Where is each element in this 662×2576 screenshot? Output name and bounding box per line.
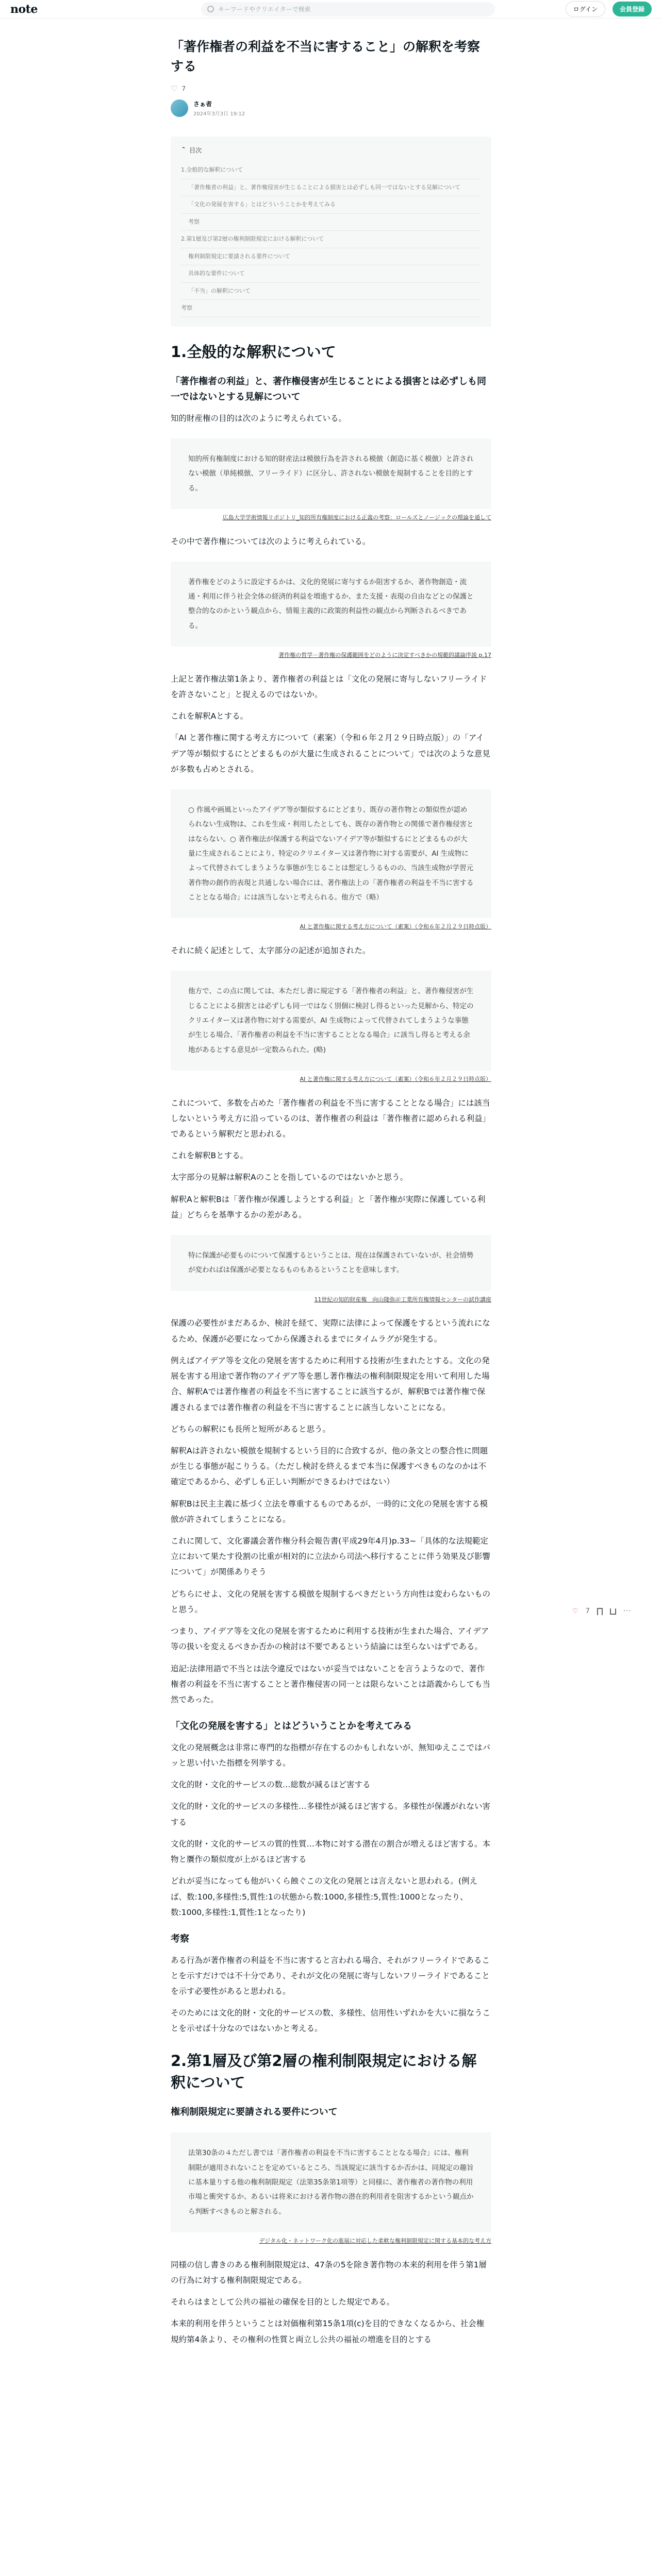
- table-of-contents: [171, 137, 491, 327]
- author-block[interactable]: [171, 99, 491, 117]
- paragraph: ある行為が著作権者の利益を不当に害すると言われる場合、それがフリーライドであることを示すだけでは不十分であり、それが文化の発展に寄与しないフリーライドであることを示す必要性があると思われる。: [171, 1955, 490, 1996]
- toc-item[interactable]: 考察: [181, 300, 481, 317]
- login-button[interactable]: ログイン: [566, 1, 605, 17]
- paragraph: 同様の信し書きのある権利制限規定は、47条の5を除き著作物の本来的利用を伴う第1層の行為に対する権利制限規定である。: [171, 2260, 487, 2285]
- subsection-heading: 「文化の発展を害する」とはどういうことかを考えてみる: [171, 1721, 412, 1732]
- search-icon: [207, 6, 214, 12]
- blockquote: 法第30条の４ただし書では「著作権者の利益を不当に害することとなる場合」には、権利制限が適用されないことを定めているところ、当該規定に該当するか否かは、同規定の趣旨に基本量りする他の権利制限規定（法第35条第1項等）と同様に、著作権者の著作物の利用市場と衝突するか、あるいは将来における著作物の潜在的利用者を阻害するかという観点から判断すべきものと解される。: [171, 2132, 491, 2232]
- paragraph: 文化の発展概念は非常に専門的な指標が存在するのかもしれないが、無知ゆえここではパッと思い付いた指標を列挙する。: [171, 1742, 491, 1768]
- bookmark-icon[interactable]: [597, 1608, 603, 1615]
- toc-header[interactable]: [181, 146, 481, 155]
- subsection-heading: 考察: [171, 1934, 189, 1945]
- post-date: 2024年3月3日 19:12: [193, 111, 245, 117]
- paragraph: 文化的財・文化的サービスの質的性質…本物に対する潜在の割合が増えるほど害する。本物と贋作の類似度が上がるほど害する: [171, 1839, 491, 1865]
- paragraph: 解釈Bは民主主義に基づく立法を尊重するものであるが、一時的に文化の発展を害する模倣が許されてしまうことになる。: [171, 1499, 488, 1524]
- paragraph: 「AI と著作権に関する考え方について（素案）（令和６年２月２９日時点版）」の「アイデア等が類似するにとどまるものが大量に生成されることについて」では次のような意見が多数も占めとされる。: [171, 733, 490, 774]
- author-name[interactable]: さぁ者: [193, 100, 212, 108]
- paragraph: そのためには文化的財・文化的サービスの数、多様性、信用性いずれかを大いに損なうことを示せば十分なのではないかと考える。: [171, 2008, 491, 2033]
- paragraph: これについて、多数を占めた「著作権者の利益を不当に害することとなる場合」には該当しないという考え方に沿っているのは、著作権者の利益は「著作権者に認められる利益」であるという解釈だと思われる。: [171, 1098, 491, 1139]
- citation-link[interactable]: デジタル化・ネットワーク化の進展に対応した柔軟な権利制限規定に関する基本的な考え方: [259, 2238, 491, 2245]
- paragraph: 上記と著作権法第1条より、著作権者の利益とは「文化の発展に寄与しないフリーライドを許さないこと」と捉えるのではないか。: [171, 674, 487, 699]
- subsection-heading: 「著作権者の利益」と、著作権侵害が生じることによる損害とは必ずしも同一ではないとする見解について: [171, 376, 486, 403]
- toc-item[interactable]: 1.全般的な解釈について: [181, 162, 481, 179]
- citation-link[interactable]: 11世紀の知的財産権＿向山隆弥＠工業所有権情報センターの試作講座: [314, 1296, 491, 1303]
- paragraph: その中で著作権については次のように考えられている。: [171, 536, 371, 546]
- paragraph: 保護の必要性がまだあるか、検討を経て、実際に法律によって保護をするという流れになるため、保護が必要になってから保護されるまでにタイムラグが発生する。: [171, 1318, 490, 1344]
- blockquote: 特に保護が必要ものについて保護するということは、現在は保護されていないが、社会情勢が変わればは保護が必要となるものもあるということを意味します。: [171, 1235, 491, 1291]
- paragraph: どちらの解釈にも長所と短所があると思う。: [171, 1424, 331, 1434]
- share-icon[interactable]: [610, 1608, 616, 1615]
- paragraph: どちらにせよ、文化の発展を害する模倣を規制するべきだという方向性は変わらないものと思う。: [171, 1589, 491, 1614]
- blockquote: ○ 作風や画風といったアイデア等が類似するにとどまり、既存の著作物との類似性が認められない生成物は、これを生成・利用したとしても、既存の著作物との関係で著作権侵害とはならない。○ 著作権法が保護する利益でないアイデア等が類似するにとどまるものが大量に生成されることにより、特定のクリエイター又は著作物に対する需要が、AI 生成物によって代替されてしまうような事態が生じることは想定しうるものの、当該生成物が学習元著作物の創作的表現と共通しない場合には、著作権法上の「著作権者の利益を不当に害することとなる場合」には該当しないと考えられる。他方で（略）: [171, 789, 491, 918]
- paragraph: 追記:法律用語で不当とは法令違反ではないが妥当ではないことを言うようなので、著作権者の利益を不当に害することと著作権侵害の同一とは限らないことは語義からしても当然であった。: [171, 1664, 491, 1705]
- citation-link[interactable]: AI と著作権に関する考え方について（素案）（令和６年２月２９日時点版）: [300, 1076, 491, 1083]
- toc-toggle-icon[interactable]: ⌃: [181, 146, 187, 153]
- section-heading: 2.第1層及び第2層の権利制限規定における解釈について: [171, 2052, 477, 2091]
- search-input[interactable]: [201, 2, 495, 16]
- like-count: 7: [181, 85, 186, 92]
- paragraph: それらはまとして公共の福祉の確保を目的とした規定である。: [171, 2297, 395, 2307]
- toc-item[interactable]: 考察: [181, 214, 481, 231]
- paragraph: これを解釈Aとする。: [171, 711, 249, 721]
- toc-item[interactable]: 2.第1層及び第2層の権利制限規定における解釈について: [181, 231, 481, 248]
- like-heart-icon[interactable]: ♡: [572, 1607, 578, 1615]
- section-heading: 1.全般的な解釈について: [171, 343, 336, 361]
- toc-heading: 目次: [189, 147, 202, 154]
- note-logo[interactable]: note: [10, 2, 38, 16]
- paragraph: これを解釈Bとする。: [171, 1151, 249, 1161]
- paragraph: これに関して、文化審議会著作権分科会報告書(平成29年4月)p.33~「具体的な法規範定立において果たす役割の比重が相対的に立法から司法へ移行することに伴う効果及び影響について」が関係ありそう: [171, 1536, 491, 1577]
- paragraph: それに続く記述として、太字部分の記述が追加された。: [171, 946, 371, 956]
- blockquote: 知的所有権制度における知的財産法は模倣行為を許される模倣（創造に基く模倣）と許されない模倣（単純模倣、フリーライド）に区分し、許されない模倣を規制することを目的とする。: [171, 438, 491, 509]
- article: [171, 19, 491, 2347]
- avatar[interactable]: [171, 99, 188, 117]
- citation-link[interactable]: AI と著作権に関する考え方について（素案）（令和６年２月２９日時点版）: [300, 923, 491, 930]
- heart-icon[interactable]: ♡: [171, 84, 178, 93]
- floating-action-bar: [572, 1607, 631, 1615]
- search-placeholder: キーワードやクリエイターで検索: [218, 6, 311, 13]
- paragraph: 本来的利用を伴うということは対価権利第15条1項(c)を目的できなくなるから、社会権規約第4条より、その権利の性質と両立し公共の福祉の増進を目的とする: [171, 2319, 485, 2344]
- paragraph: 例えばアイデア等を文化の発展を害するために利用する技術が生まれたとする。文化の発展を害する用途で著作物のアイデア等を悪し著作権法の権利制限規定を用いて利用した場合、解釈Aでは著作権者の利益を不当に害することに該当するが、解釈Bでは著作権で保護されるまでは著作権者の利益を不当に害することに該当しないことになる。: [171, 1355, 490, 1412]
- toc-item[interactable]: 具体的な要件について: [181, 265, 481, 283]
- paragraph: 知的財産権の目的は次のように考えられている。: [171, 413, 347, 423]
- citation-link[interactable]: 広島大学学術情報リポジトリ_知的所有権制度における正義の考察：ロールズとノージックの理論を通して: [222, 514, 491, 521]
- toc-item[interactable]: 「文化の発展を害する」とはどういうことかを考えてみる: [181, 196, 481, 214]
- subsection-heading: 権利制限規定に要請される要件について: [171, 2106, 338, 2117]
- citation-link[interactable]: 著作権の哲学－著作権の保護範囲をどのように決定すべきかの規範的議論序説 p.17: [278, 652, 491, 659]
- blockquote: 著作権をどのように設定するかは、文化的発展に寄与するか阻害するか、著作物創造・流通・利用に伴う社会全体の経済的利益を増進するか、また支援・表現の自由などとの保護と整合的なのかという観点から、情報主義的に政策的利益性の観点から判断されるべきである。: [171, 562, 491, 647]
- site-header: [0, 0, 662, 19]
- toc-item[interactable]: 権利制限規定に要請される要件について: [181, 248, 481, 266]
- paragraph: 太字部分の見解は解釈Aのことを指しているのではないかと思う。: [171, 1173, 408, 1182]
- like-row: [171, 84, 491, 93]
- paragraph: 解釈Aは許されない模倣を規制するという目的に合致するが、他の条文との整合性に問題が生じる事態が起こりうる。（ただし検討を終えるまで本当に保護すべきものなのかは不確定であるから、必ずしも正しい判断ができるわけではない）: [171, 1446, 488, 1487]
- paragraph: 解釈Aと解釈Bは「著作権が保護しようとする利益」と「著作権が実際に保護している利益」どちらを基準するかの差がある。: [171, 1194, 486, 1219]
- paragraph: 文化的財・文化的サービスの多様性…多様性が減るほど害する。多様性が保護がれない害する: [171, 1802, 491, 1827]
- floating-like-count: 7: [585, 1607, 590, 1615]
- more-options-icon[interactable]: ···: [623, 1607, 632, 1615]
- toc-item[interactable]: 「不当」の解釈について: [181, 283, 481, 300]
- paragraph: 文化的財・文化的サービスの数…総数が減るほど害する: [171, 1780, 371, 1790]
- blockquote: 他方で、この点に関しては、本ただし書に規定する「著作権者の利益」と、著作権侵害が生じることによる損害とは必ずしも同一ではなく別個に検討し得るといった見解から、特定のクリエイター又は著作物に対する需要が、AI 生成物によって代替されてしまうような事態が生じる場合、「著作権者の利益を不当に害することとなる場合」に該当し得ると考える余地があるとする意見が一定数みられた。(略): [171, 971, 491, 1071]
- paragraph: つまり、アイデア等を文化の発展を害するために利用する技術が生まれた場合、アイデア等の扱いを変えるべきか否かの検討は不要であるという結論には至らないはずである。: [171, 1626, 489, 1652]
- signup-button[interactable]: 会員登録: [613, 2, 652, 16]
- article-title: 「著作権者の利益を不当に害すること」の解釈を考察する: [171, 39, 481, 74]
- paragraph: どれが妥当になっても他がいくら蝕ぐこの文化の発展とは言えないと思われる。(例えば、数:100,多様性:5,質性:1の状態から数:1000,多様性:5,質性:1000となったり、数:1000,多様性:1,質性:1となったり): [171, 1876, 478, 1917]
- toc-item[interactable]: 「著作権者の利益」と、著作権侵害が生じることによる損害とは必ずしも同一ではないとする見解について: [181, 179, 481, 197]
